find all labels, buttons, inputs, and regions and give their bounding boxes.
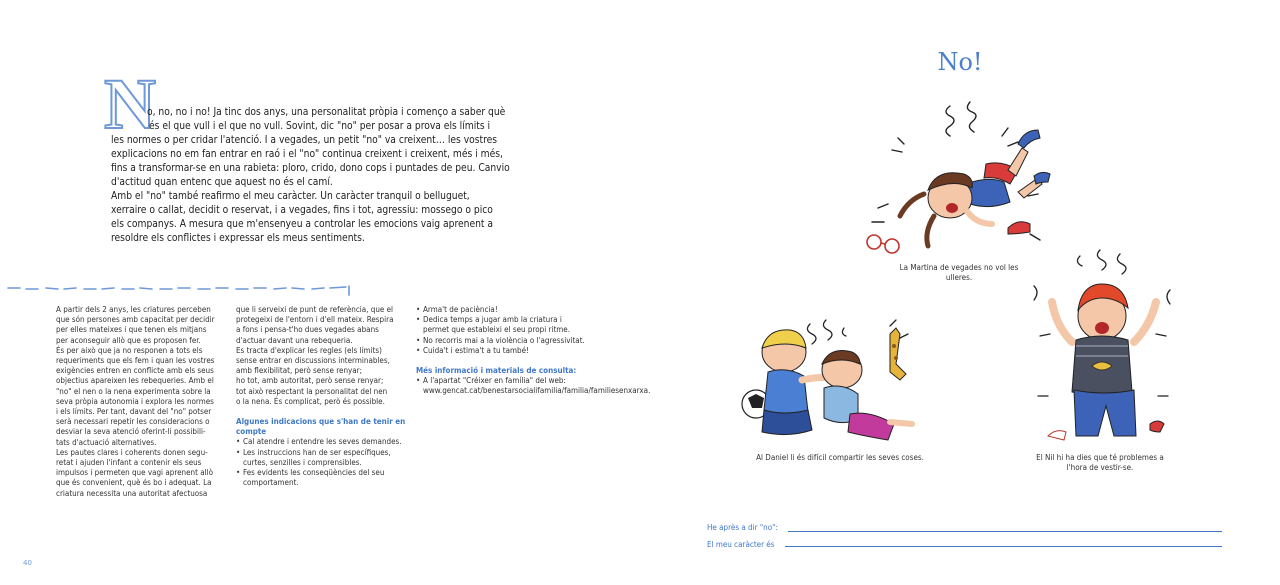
- col-line: criatura necessita una autoritat afectuosa: [56, 488, 208, 498]
- list-item: • Cuida't i estima't a tu també!: [416, 346, 586, 356]
- intro-line: explicacions no em fan entrar en raó i el "no" continua creixent i creixent, més i més,: [111, 149, 503, 160]
- intro-line: és el que vull i el que no vull. Sovint, dic "no" per posar a prova els límits i: [149, 121, 491, 132]
- col-line: exigències entren en conflicte amb els seus: [56, 366, 214, 376]
- intro-paragraph: [111, 106, 521, 246]
- intro-line: xerraire o callat, decidit o reservat, i a vegades, fins i tot, agressiu: mossego o pico: [111, 205, 493, 216]
- list-item: • Fes evidents les conseqüències del seu comportament.: [236, 468, 406, 488]
- intro-line: les normes o per cridar l'atenció. I a vegades, un petit "no" va creixent… les vostres: [111, 135, 498, 146]
- caption-nil: El Nil hi ha dies que té problemes a l'hora de vestir-se.: [1036, 453, 1164, 472]
- col-line: tats d'actuació alternatives.: [56, 437, 157, 447]
- text-column-1: [56, 305, 226, 499]
- col-line: d'actuar davant una rebequeria.: [236, 335, 353, 345]
- section-heading: Algunes indicacions que s'han de tenir en compte: [236, 417, 406, 437]
- dashed-divider: [6, 284, 356, 298]
- list-item: • A l'apartat "Créixer en família" del web: www.gencat.cat/benestarsocialifamilia/familia/familiesenxarxa.: [416, 376, 586, 396]
- drop-cap: N: [104, 64, 156, 144]
- col-line: que és convenient, què és bo i adequat. La: [56, 478, 212, 488]
- list-item: • Arma't de paciència!: [416, 305, 586, 315]
- caption-daniel: Al Daniel li és difícil compartir les seves coses.: [756, 453, 924, 462]
- col-line: que li serveixi de punt de referència, que el: [236, 305, 394, 314]
- col-line: tot això respectant la personalitat del nen: [236, 386, 388, 396]
- col-line: objectius apareixen les rebequeries. Amb el: [56, 376, 214, 386]
- col-line: a fons i pensa-t'ho dues vegades abans: [236, 325, 379, 335]
- intro-line: resoldre els conflictes i expressar els meus sentiments.: [111, 233, 365, 244]
- write-in-line-1[interactable]: [788, 531, 1222, 532]
- col-line: per aconseguir allò que es proposen fer.: [56, 335, 201, 345]
- text-column-3: [416, 305, 651, 397]
- list-item: • Dedica temps a jugar amb la criatura i permet que estableixi el seu propi ritme.: [416, 315, 586, 335]
- col-line: i els límits. Per tant, davant del "no" potser: [56, 407, 212, 417]
- write-in-label-1: He après a dir "no":: [707, 523, 778, 532]
- col-line: desviar la seva atenció oferint-li possibili-: [56, 427, 206, 437]
- col-line: A partir dels 2 anys, les criatures perceben: [56, 305, 211, 314]
- col-line: retat i ajuden l'infant a contenir els seus: [56, 458, 202, 468]
- col-line: que són persones amb capacitat per decidir: [56, 315, 215, 325]
- crying-boy-illustration: [1020, 246, 1186, 446]
- col-line: requeriments que els fem i quan les vostres: [56, 356, 215, 366]
- write-in-line-2[interactable]: [785, 546, 1222, 547]
- col-line: ho tot, amb autoritat, però sense renyar;: [236, 376, 384, 386]
- col-line: Les pautes clares i coherents donen segu-: [56, 447, 208, 457]
- indications-list: [236, 437, 406, 488]
- tips-list: [416, 305, 586, 356]
- col-line: impulsos i permeten que vagi aprenent allò: [56, 468, 214, 478]
- caption-martina: La Martina de vegades no vol les ulleres.: [899, 263, 1019, 282]
- intro-line: els companys. A mesura que m'ensenyeu a controlar les emocions vaig aprenent a: [111, 219, 494, 230]
- page-number: 40: [23, 559, 32, 567]
- col-line: per elles mateixes i que tenen els mitjans: [56, 325, 207, 335]
- list-item: • Les instruccions han de ser específiques, curtes, senzilles i comprensibles.: [236, 448, 406, 468]
- col-line: És per això que ja no responen a tots els: [56, 345, 203, 355]
- intro-line: Amb el "no" també reafirmo el meu caràcter. Un caràcter tranquil o belluguet,: [111, 191, 470, 202]
- list-item: • No recorris mai a la violència o l'agressivitat.: [416, 336, 586, 346]
- col-line: "no" el nen o la nena experimenta sobre la: [56, 386, 211, 396]
- two-kids-fighting-illustration: [740, 318, 940, 446]
- col-line: protegeixi de l'entorn i d'ell mateix. Respira: [236, 315, 394, 325]
- col-line: serà necessari repetir les consideracions o: [56, 417, 210, 427]
- col-line: sense entrar en discussions interminables,: [236, 356, 390, 366]
- intro-line: o, no, no i no! Ja tinc dos anys, una personalitat pròpia i començo a saber què: [147, 107, 506, 118]
- text-column-2: [236, 305, 406, 488]
- intro-line: d'actitud quan entenc que aquest no és el camí.: [111, 177, 333, 188]
- section-heading: Més informació i materials de consulta:: [416, 366, 577, 376]
- page-title: No!: [937, 48, 983, 76]
- list-item: • Cal atendre i entendre les seves demandes.: [236, 437, 406, 447]
- col-line: o la nena. És complicat, però és possible.: [236, 396, 385, 406]
- col-line: seva pròpia autonomia i explora les normes: [56, 396, 214, 406]
- tantrum-girl-illustration: [858, 98, 1058, 258]
- write-in-label-2: El meu caràcter és: [707, 540, 775, 549]
- col-line: amb flexibilitat, però sense renyar;: [236, 366, 363, 376]
- intro-line: fins a transformar-se en una rabieta: ploro, crido, dono cops i puntades de peu. Canvio: [111, 163, 510, 174]
- col-line: Es tracta d'explicar les regles (els límits): [236, 345, 382, 355]
- info-list: [416, 376, 651, 396]
